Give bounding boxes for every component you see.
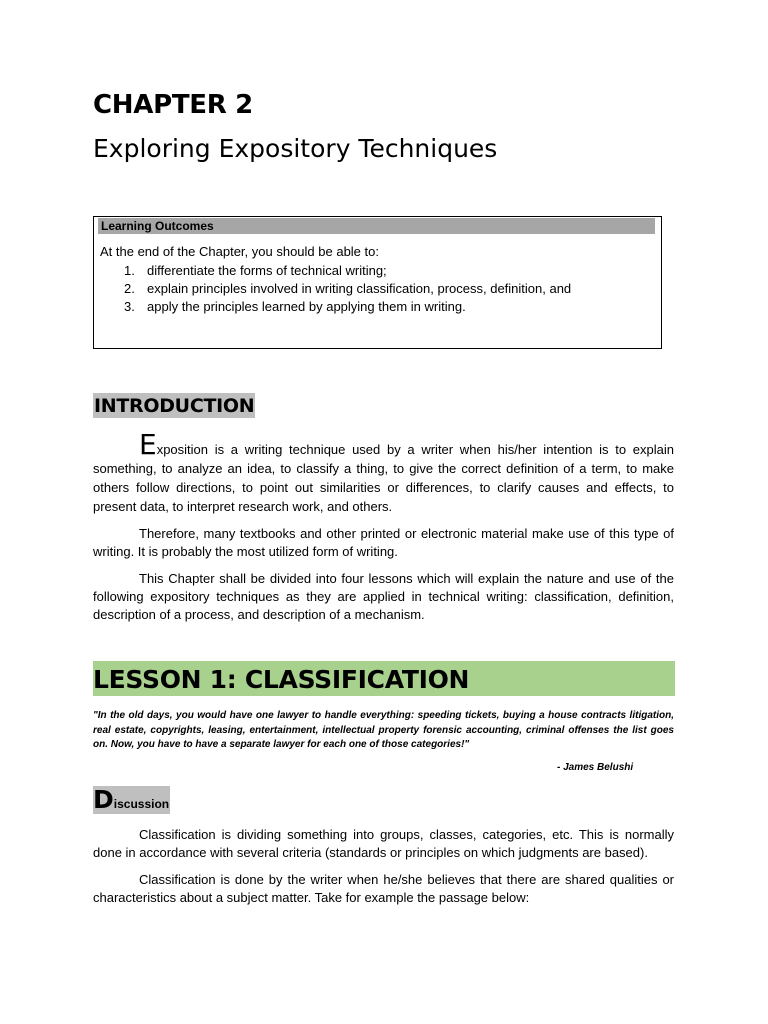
epigraph-quote: "In the old days, you would have one lawyer to handle everything: speeding tickets, buying a house contracts litigation, real estate, copyrights, leasing, entertainment, intellectual property forensic accounting, criminal offenses the list goes on. Now, you have to have a separate lawyer for each one of those categories!": [93, 710, 674, 750]
chapter-number: CHAPTER 2: [93, 90, 253, 120]
paragraph-text: Classification is dividing something into groups, classes, categories, etc. This is normally done in accordance with several criteria (standards or principles on which judgments are based).: [93, 827, 674, 860]
discussion-paragraph-1: [93, 826, 674, 862]
list-item-number: 1.: [124, 263, 135, 278]
list-item-text: apply the principles learned by applying them in writing.: [147, 299, 466, 314]
introduction-heading: INTRODUCTION: [94, 395, 255, 417]
discussion-paragraph-2: [93, 871, 674, 907]
paragraph-text: Classification is done by the writer when he/she believes that there are shared qualities or characteristics about a subject matter. Take for example the passage below:: [93, 872, 674, 905]
introduction-paragraph-3: [93, 570, 674, 624]
list-item-number: 2.: [124, 281, 135, 296]
introduction-paragraph-1: [93, 428, 674, 516]
list-item-text: differentiate the forms of technical writing;: [147, 263, 387, 278]
introduction-paragraph-2: [93, 525, 674, 561]
paragraph-text: Therefore, many textbooks and other printed or electronic material make use of this type of writing. It is probably the most utilized form of writing.: [93, 526, 674, 559]
chapter-title: Exploring Expository Techniques: [93, 134, 498, 163]
epigraph-author: - James Belushi: [557, 762, 634, 773]
drop-cap: E: [139, 428, 157, 461]
learning-outcomes-intro: At the end of the Chapter, you should be able to:: [100, 244, 379, 259]
list-item-number: 3.: [124, 299, 135, 314]
discussion-heading: [93, 786, 170, 814]
discussion-heading-text: iscussion: [113, 797, 170, 811]
paragraph-text: xposition is a writing technique used by a writer when his/her intention is to explain something, to analyze an idea, to classify a thing, to give the correct definition of a term, to make others follow directions, to point out similarities or differences, to clarify causes and effects, to present data, to interpret research work, and others.: [93, 442, 674, 514]
learning-outcomes-box: [93, 216, 662, 349]
learning-outcomes-heading: Learning Outcomes: [98, 218, 655, 234]
paragraph-text: This Chapter shall be divided into four lessons which will explain the nature and use of the following expository techniques as they are applied in technical writing: classification, definition, description of a process, and description of a mechanism.: [93, 571, 674, 622]
list-item-text: explain principles involved in writing classification, process, definition, and: [147, 281, 572, 296]
drop-cap: D: [93, 785, 114, 814]
lesson-heading: LESSON 1: CLASSIFICATION: [93, 661, 675, 696]
